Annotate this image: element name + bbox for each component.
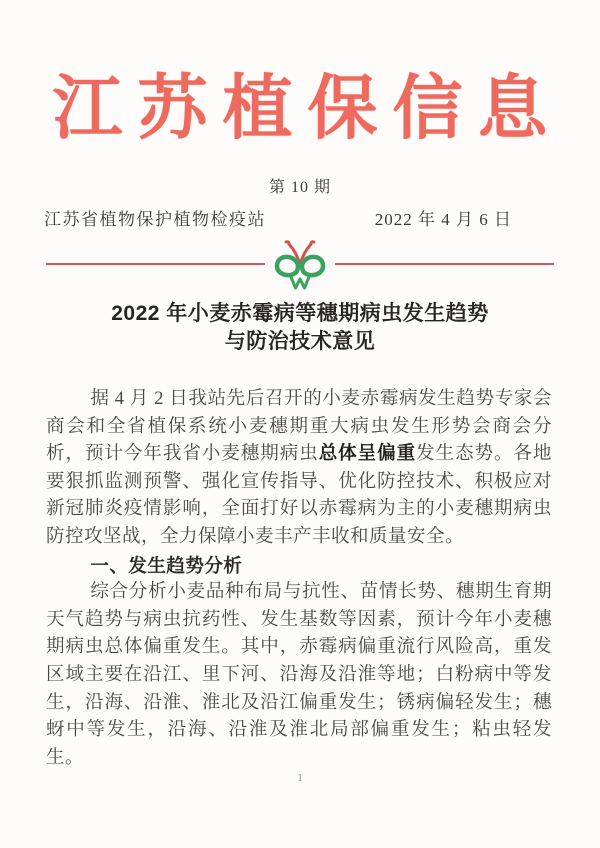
article-title-line1: 2022 年小麦赤霉病等穗期病虫发生趋势 (111, 302, 489, 325)
paragraph-trend-detail: 综合分析小麦品种布局与抗性、苗情长势、穗期生育期天气趋势与病虫抗药性、发生基数等因素，预计今年小麦穗期病虫总体偏重发生。其中，赤霉病偏重流行风险高，重发区域主要在沿江、里下河、沿海及沿淮等地；白粉病中等发生，沿海、沿淮、淮北及沿江偏重发生；锈病偏轻发生；穗蚜中等发生，沿海、沿淮及淮北局部偏重发生；粘虫轻发生。 (46, 582, 552, 768)
header-divider (46, 238, 554, 290)
article-title (0, 300, 600, 356)
article-body (46, 386, 552, 772)
paragraph-overview-tail: 发生态势。各地要狠抓监测预警、强化宣传指导、优化防控技术、积极应对新冠肺炎疫情影响，全面打好以赤霉病为主的小麦穗期病虫防控攻坚战，全力保障小麦丰产丰收和质量安全。 (46, 444, 552, 547)
paragraph-overview (46, 386, 552, 552)
publication-date: 2022 年 4 月 6 日 (374, 210, 512, 229)
divider-rule-left (46, 263, 265, 265)
issue-number: 第 10 期 (268, 179, 331, 196)
paragraph-overview-emphasis: 总体呈偏重 (318, 444, 417, 465)
plant-protection-logo-icon (269, 238, 331, 290)
publisher-row (44, 205, 554, 230)
publisher-name: 江苏省植物保护植物检疫站 (44, 210, 266, 229)
article-title-line2: 与防治技术意见 (224, 330, 376, 353)
page-number: 1 (297, 772, 303, 784)
divider-rule-right (335, 263, 554, 265)
paragraph-overview-lead: 据 4 月 2 日我站先后召开的小麦赤霉病发生趋势专家会商会和全省植保系统小麦穗期重大病虫发生形势会商会分析，预计今年我省小麦穗期病虫 (46, 389, 552, 465)
masthead-title: 江苏植保信息 (52, 71, 563, 148)
section-heading-trend-analysis: 一、发生趋势分析 (90, 554, 243, 576)
